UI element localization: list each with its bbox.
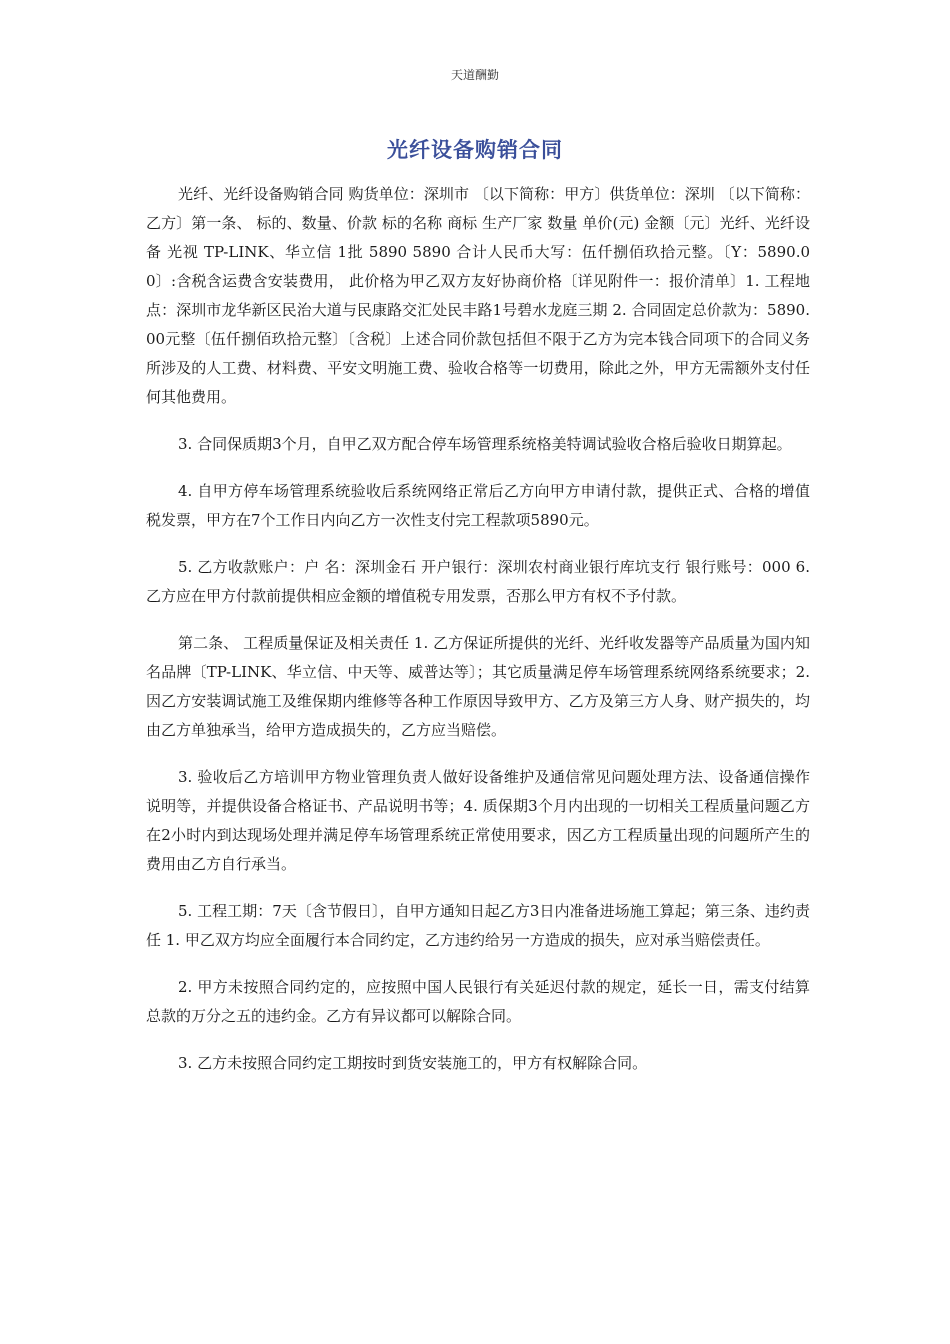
- paragraph-8: 2. 甲方未按照合同约定的，应按照中国人民银行有关延迟付款的规定，延长一日，需支付结算总款的万分之五的违约金。乙方有异议都可以解除合同。: [146, 978, 810, 1025]
- document-body: [146, 180, 810, 1096]
- paragraph-2: 3. 合同保质期3个月，自甲乙双方配合停车场管理系统格美特调试验收合格后验收日期算起。: [178, 435, 792, 453]
- paragraph-6: 3. 验收后乙方培训甲方物业管理负责人做好设备维护及通信常见问题处理方法、设备通信操作说明等，并提供设备合格证书、产品说明书等；4. 质保期3个月内出现的一切相关工程质量问题乙方在2小时内到达现场处理并满足停车场管理系统正常使用要求，因乙方工程质量出现的问题所产生的费用由乙方自行承当。: [146, 768, 810, 873]
- paragraph-7: 5. 工程工期：7天〔含节假日〕，自甲方通知日起乙方3日内准备进场施工算起；第三条、违约责任 1. 甲乙双方均应全面履行本合同约定，乙方违约给另一方造成的损失，应对承当赔偿责任。: [146, 902, 810, 949]
- header-note: 天道酬勤: [450, 68, 499, 82]
- document-title: 光纤设备购销合同: [387, 138, 563, 162]
- paragraph-1: 光纤、光纤设备购销合同 购货单位：深圳市 〔以下简称：甲方〕供货单位：深圳 〔以下简称：乙方〕第一条、 标的、数量、价款 标的名称 商标 生产厂家 数量 单价(元) 金额〔元〕光纤、光纤设备 光视 TP-LINK、华立信 1批 5890 5890 合计人民币大写：伍仟捌佰玖拾元整。〔Y：5890.00〕:含税含运费含安装费用， 此价格为甲乙双方友好协商价格〔详见附件一：报价清单〕1. 工程地点：深圳市龙华新区民治大道与民康路交汇处民丰路1号碧水龙庭三期 2. 合同固定总价款为：5890.00元整〔伍仟捌佰玖拾元整〕〔含税〕上述合同价款包括但不限于乙方为完本钱合同项下的合同义务所涉及的人工费、材料费、平安文明施工费、验收合格等一切费用，除此之外，甲方无需额外支付任何其他费用。: [146, 185, 810, 406]
- paragraph-9: 3. 乙方未按照合同约定工期按时到货安装施工的，甲方有权解除合同。: [178, 1054, 648, 1072]
- paragraph-5: 第二条、 工程质量保证及相关责任 1. 乙方保证所提供的光纤、光纤收发器等产品质量为国内知名品牌〔TP-LINK、华立信、中天等、威普达等〕；其它质量满足停车场管理系统网络系统要求；2. 因乙方安装调试施工及维保期内维修等各种工作原因导致甲方、乙方及第三方人身、财产损失的，均由乙方单独承当，给甲方造成损失的，乙方应当赔偿。: [146, 634, 810, 739]
- paragraph-4: 5. 乙方收款账户：户 名：深圳金石 开户银行：深圳农村商业银行库坑支行 银行账号：000 6. 乙方应在甲方付款前提供相应金额的增值税专用发票，否那么甲方有权不予付款。: [146, 558, 810, 605]
- paragraph-3: 4. 自甲方停车场管理系统验收后系统网络正常后乙方向甲方申请付款，提供正式、合格的增值税发票，甲方在7个工作日内向乙方一次性支付完工程款项5890元。: [146, 482, 810, 529]
